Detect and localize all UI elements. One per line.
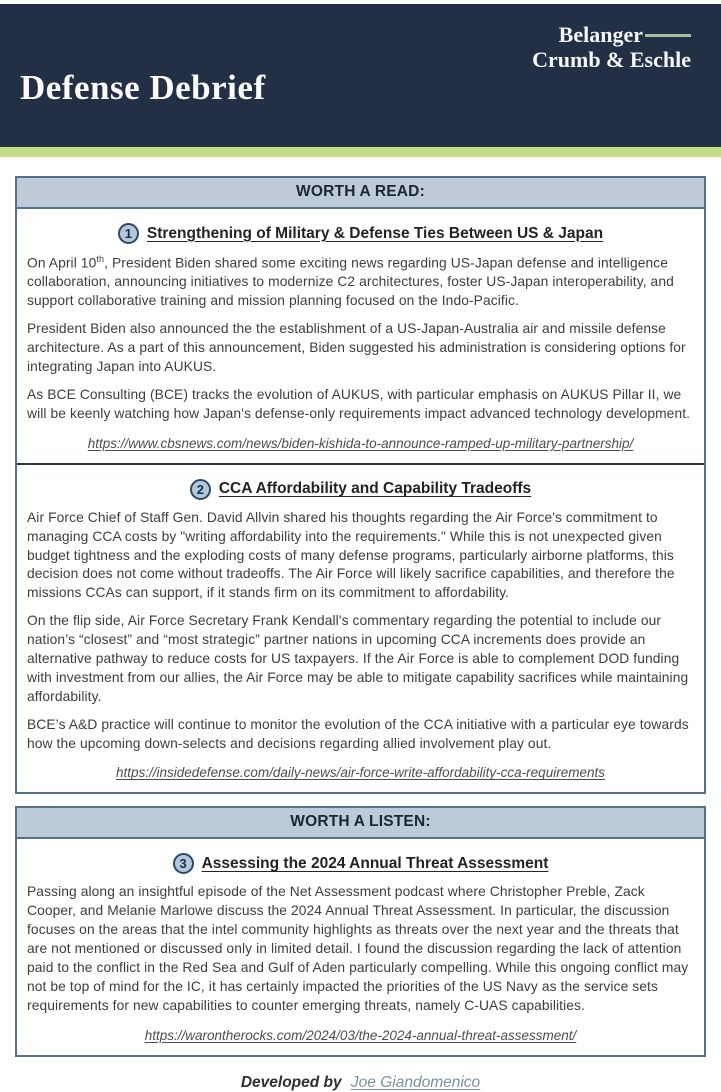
- item-2-source-link[interactable]: https://insidedefense.com/daily-news/air-force-write-affordability-cca-requirements: [116, 765, 605, 781]
- article-item-1: [17, 209, 704, 463]
- item-1-paragraph-2: President Biden also announced the the establishment of a US-Japan-Australia air and missile defense architecture. As a part of this announcement, Biden suggested his administration is considering options for integrating Japan into AUKUS.: [27, 321, 686, 375]
- worth-a-read-section: [15, 176, 706, 794]
- item-1-paragraph-1-rest: , President Biden shared some exciting news regarding US-Japan defense and intelligence collaboration, announcing initiatives to modernize C2 architectures, foster US-Japan interoperability, and support collaborative training and mission planning focused on the Indo-Pacific.: [27, 255, 674, 309]
- item-1-paragraph-1-superscript: th: [96, 254, 105, 264]
- item-2-paragraph-1: Air Force Chief of Staff Gen. David Allvin shared his thoughts regarding the Air Force's commitment to managing CCA costs by "writing affordability into the requirements." While this is not unexpected given budget tightness and the exploding costs of many defense programs, particularly airborne platforms, this decision does not come without tradeoffs. The Air Force will likely sacrifice capabilities, and therefore the missions CCAs can support, if it stands firm on its commitment to affordability.: [27, 509, 675, 601]
- masthead: [0, 4, 721, 147]
- page-title: Defense Debrief: [20, 68, 266, 107]
- footer: [0, 1074, 721, 1092]
- company-logo: [532, 22, 691, 73]
- item-3-link-row: [27, 1027, 694, 1045]
- article-item-3: [17, 839, 704, 1054]
- worth-a-listen-heading: WORTH A LISTEN:: [17, 808, 704, 839]
- logo-text-belanger: Belanger: [558, 22, 643, 47]
- item-3-number-badge: 3: [173, 853, 194, 874]
- logo-line-1: [532, 22, 643, 47]
- item-3-paragraph-1: Passing along an insightful episode of the Net Assessment podcast where Christopher Preble, Zack Cooper, and Melanie Marlowe discuss the 2024 Annual Threat Assessment. In particular, the discussion focuses on the areas that the intel community highlights as threats over the next year and the threats that are not mentioned or discussed only in limited detail. I found the discussion regarding the lack of attention paid to the conflict in the Red Sea and Gulf of Aden particularly compelling. While this ongoing conflict may not be top of mind for the IC, it has certainly impacted the priorities of the US Navy as the service sets requirements for new capabilities to counter emerging threats, namely C-UAS capabilities.: [27, 884, 689, 1013]
- item-2-title-link[interactable]: CCA Affordability and Capability Tradeoffs: [218, 480, 532, 498]
- item-2-link-row: [27, 764, 694, 782]
- item-1-title-row: [27, 223, 694, 244]
- accent-bar: [0, 147, 721, 157]
- item-3-title-link[interactable]: Assessing the 2024 Annual Threat Assessment: [201, 854, 549, 872]
- logo-divider-line: [645, 34, 691, 37]
- worth-a-listen-section: [15, 806, 706, 1056]
- item-1-paragraph-1-pre: On April 10: [27, 255, 97, 271]
- article-item-2: [17, 465, 704, 793]
- item-2-number-badge: 2: [190, 479, 211, 500]
- author-link[interactable]: Joe Giandomenico: [350, 1073, 481, 1091]
- item-2-paragraph-3: BCE’s A&D practice will continue to monitor the evolution of the CCA initiative with a particular eye towards how the upcoming down-selects and decisions regarding allied involvement play out.: [27, 716, 689, 751]
- item-3-source-link[interactable]: https://warontherocks.com/2024/03/the-2024-annual-threat-assessment/: [144, 1027, 577, 1043]
- item-2-title-row: [27, 479, 694, 500]
- developed-by-label: Developed by: [240, 1073, 342, 1091]
- item-1-link-row: [27, 435, 694, 453]
- logo-text-crumb-eschle: Crumb & Eschle: [532, 47, 691, 73]
- item-1-number-badge: 1: [118, 223, 139, 244]
- item-3-title-row: [27, 853, 694, 874]
- item-1-title-link[interactable]: Strengthening of Military & Defense Ties Between US & Japan: [146, 224, 604, 242]
- item-1-paragraph-3: As BCE Consulting (BCE) tracks the evolution of AUKUS, with particular emphasis on AUKUS Pillar II, we will be keenly watching how Japan's defense-only requirements impact advanced technology development.: [27, 386, 691, 421]
- item-1-source-link[interactable]: https://www.cbsnews.com/news/biden-kishida-to-announce-ramped-up-military-partnership/: [87, 435, 634, 451]
- worth-a-read-heading: WORTH A READ:: [17, 178, 704, 209]
- item-2-paragraph-2: On the flip side, Air Force Secretary Frank Kendall's commentary regarding the potential to include our nation’s “closest” and “most strategic” partner nations in upcoming CCA increments does provide an alternative pathway to reduce costs for US taxpayers. If the Air Force is able to complement DOD funding with investment from our allies, the Air Force may be able to mitigate capability sacrifices while maintaining affordability.: [27, 613, 689, 704]
- item-1-paragraph-1: [27, 253, 694, 311]
